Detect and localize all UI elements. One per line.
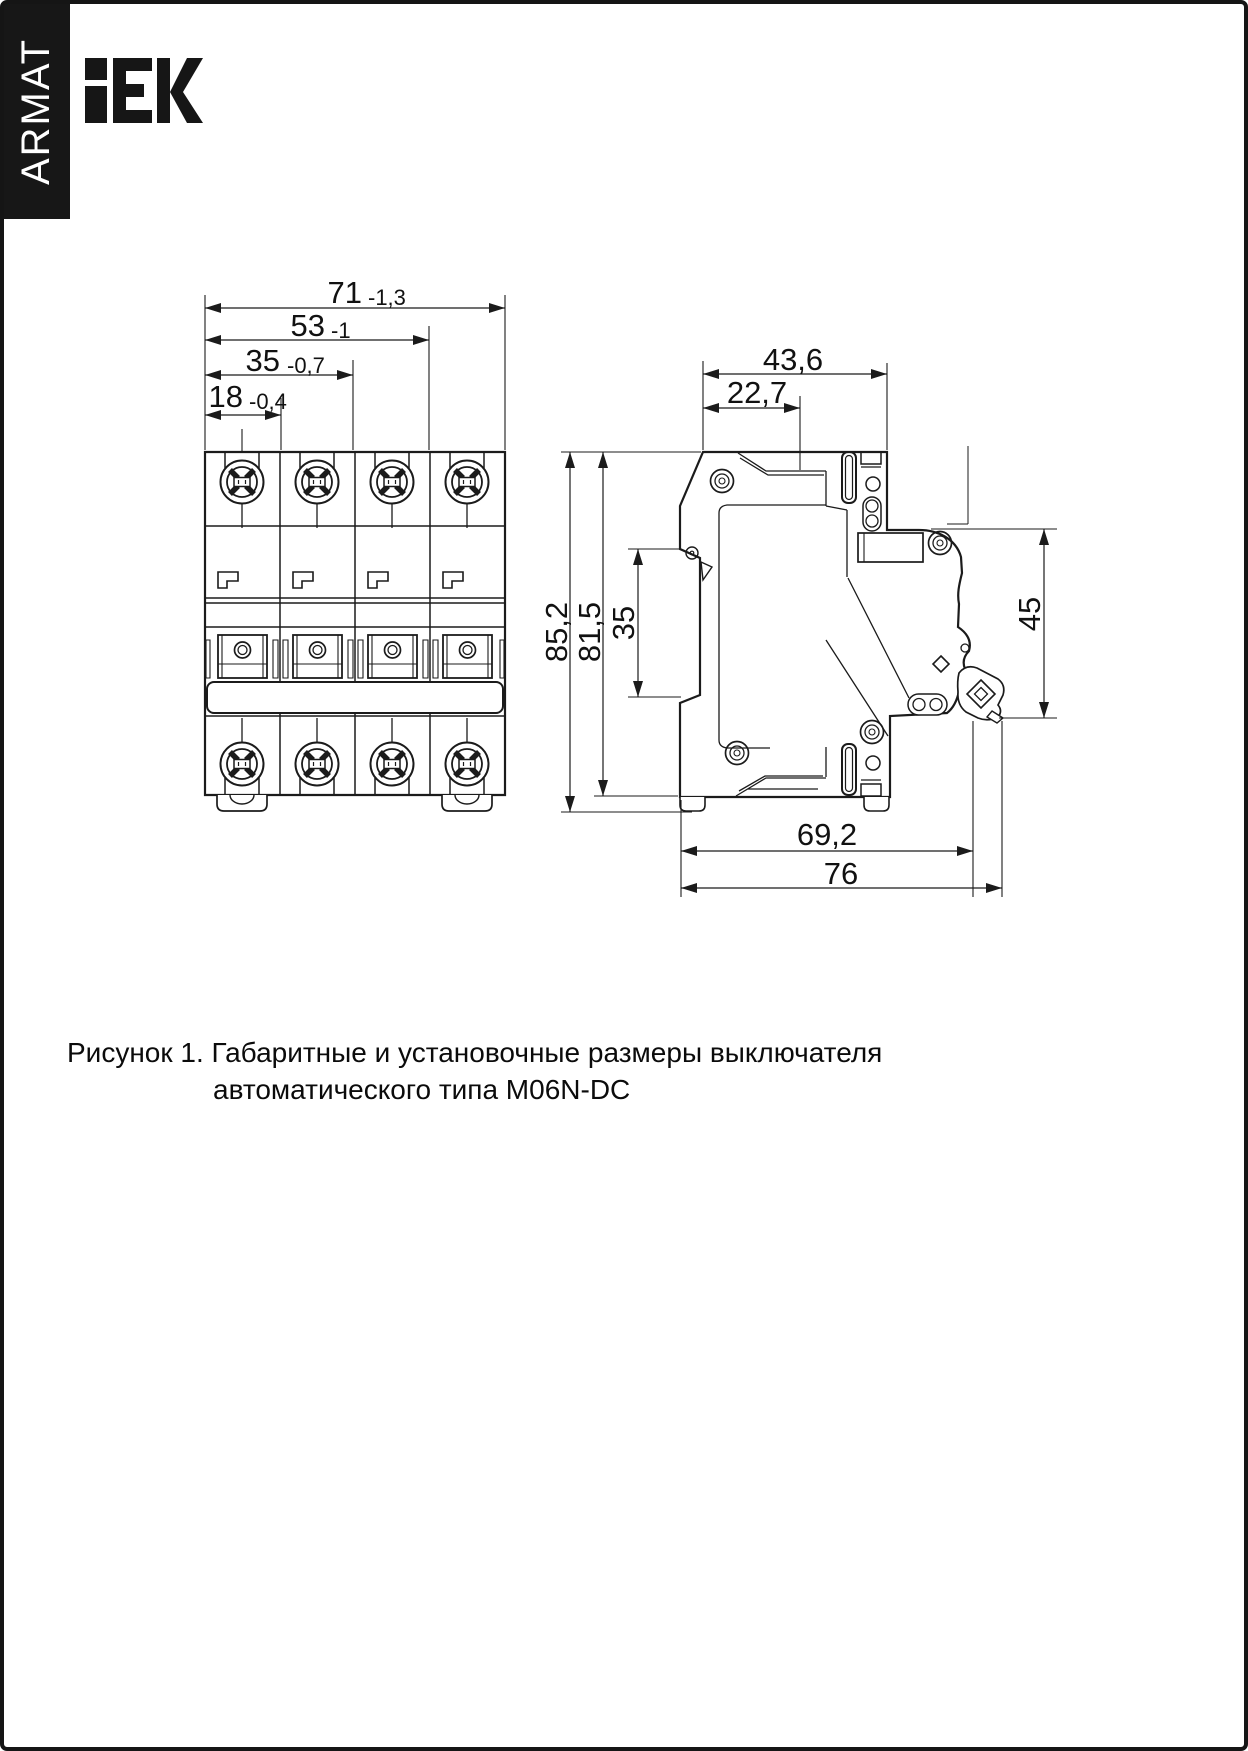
dim-22-7: 22,7 xyxy=(726,375,788,410)
armat-sidebar xyxy=(3,3,70,219)
dim-85-2: 85,2 xyxy=(539,601,574,663)
dim-18-tolerance: -0,4 xyxy=(249,389,287,414)
armat-vertical-label: ARMAT xyxy=(14,37,58,185)
indicator-window xyxy=(218,635,267,678)
iek-logo xyxy=(85,58,203,124)
dim-43-6: 43,6 xyxy=(762,342,824,377)
dim-81-5: 81,5 xyxy=(572,601,607,663)
figure-caption xyxy=(67,1034,882,1108)
dim-71-tolerance: -1,3 xyxy=(368,285,406,310)
iek-logo-glyphs xyxy=(85,58,203,123)
dim-45: 45 xyxy=(1012,596,1047,632)
dim-35-din: 35 xyxy=(606,605,641,641)
mounting-foot xyxy=(217,795,267,811)
dim-76: 76 xyxy=(823,856,859,891)
figure-caption-line2: автоматического типа M06N-DC xyxy=(213,1074,631,1105)
toggle-handle-bar xyxy=(207,682,503,713)
dim-35-tolerance: -0,7 xyxy=(287,353,325,378)
side-view xyxy=(680,446,1004,811)
dim-71-value: 71 xyxy=(327,275,362,310)
dim-18-value: 18 xyxy=(208,379,243,414)
figure-caption-line1: Рисунок 1. Габаритные и установочные размеры выключателя xyxy=(67,1037,883,1068)
dim-53-tolerance: -1 xyxy=(331,318,351,343)
dim-53-value: 53 xyxy=(290,308,325,343)
pole-tab xyxy=(218,572,238,588)
dim-35-value: 35 xyxy=(245,343,280,378)
front-view xyxy=(205,429,505,811)
dim-69-2: 69,2 xyxy=(796,817,858,852)
terminal-screw xyxy=(221,452,264,528)
